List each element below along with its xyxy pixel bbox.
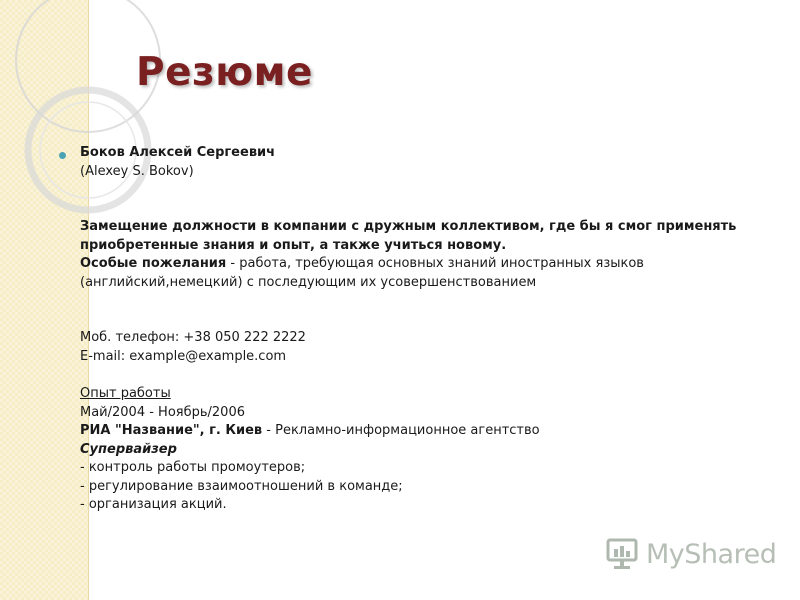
contact-phone: Моб. телефон: +38 050 222 2222 xyxy=(80,330,306,345)
spacer xyxy=(80,366,780,385)
wishes-label: Особые пожелания xyxy=(80,256,227,271)
slide-title: Резюме xyxy=(136,50,313,95)
company-name: РИА "Название", г. Киев xyxy=(80,423,263,438)
duty-item: - организация акций. xyxy=(80,497,227,512)
experience-company xyxy=(80,422,780,441)
spacer xyxy=(80,292,780,329)
objective-line-2: приобретенные знания и опыт, а также учиться новому. xyxy=(80,237,507,253)
bullet-icon xyxy=(59,152,66,159)
experience-position: Супервайзер xyxy=(80,441,177,457)
experience-period: Май/2004 - Ноябрь/2006 xyxy=(80,404,245,420)
wishes-line-2: (английский,немецкий) с последующим их усовершенствованием xyxy=(80,274,537,290)
duty-item: - контроль работы промоутеров; xyxy=(80,460,306,475)
objective-line-1: Замещение должности в компании с дружным коллективом, где бы я смог применять xyxy=(80,219,737,234)
myshared-logo-icon xyxy=(606,537,642,571)
company-description: - Рекламно-информационное агентство xyxy=(262,423,540,438)
experience-heading: Опыт работы xyxy=(80,386,171,401)
watermark-text: MyShared xyxy=(646,538,777,570)
decorative-left-strip xyxy=(0,0,89,600)
wishes-text: - работа, требующая основных знаний иностранных языков xyxy=(226,256,644,271)
wishes-line-1 xyxy=(80,255,780,274)
duty-item: - регулирование взаимоотношений в команде; xyxy=(80,478,403,494)
contact-email: E-mail: example@example.com xyxy=(80,348,287,364)
resume-body xyxy=(80,144,780,515)
resume-name-latin: (Alexey S. Bokov) xyxy=(80,163,194,179)
spacer xyxy=(80,181,780,218)
resume-name: Боков Алексей Сергеевич xyxy=(80,145,276,160)
watermark xyxy=(606,536,776,572)
